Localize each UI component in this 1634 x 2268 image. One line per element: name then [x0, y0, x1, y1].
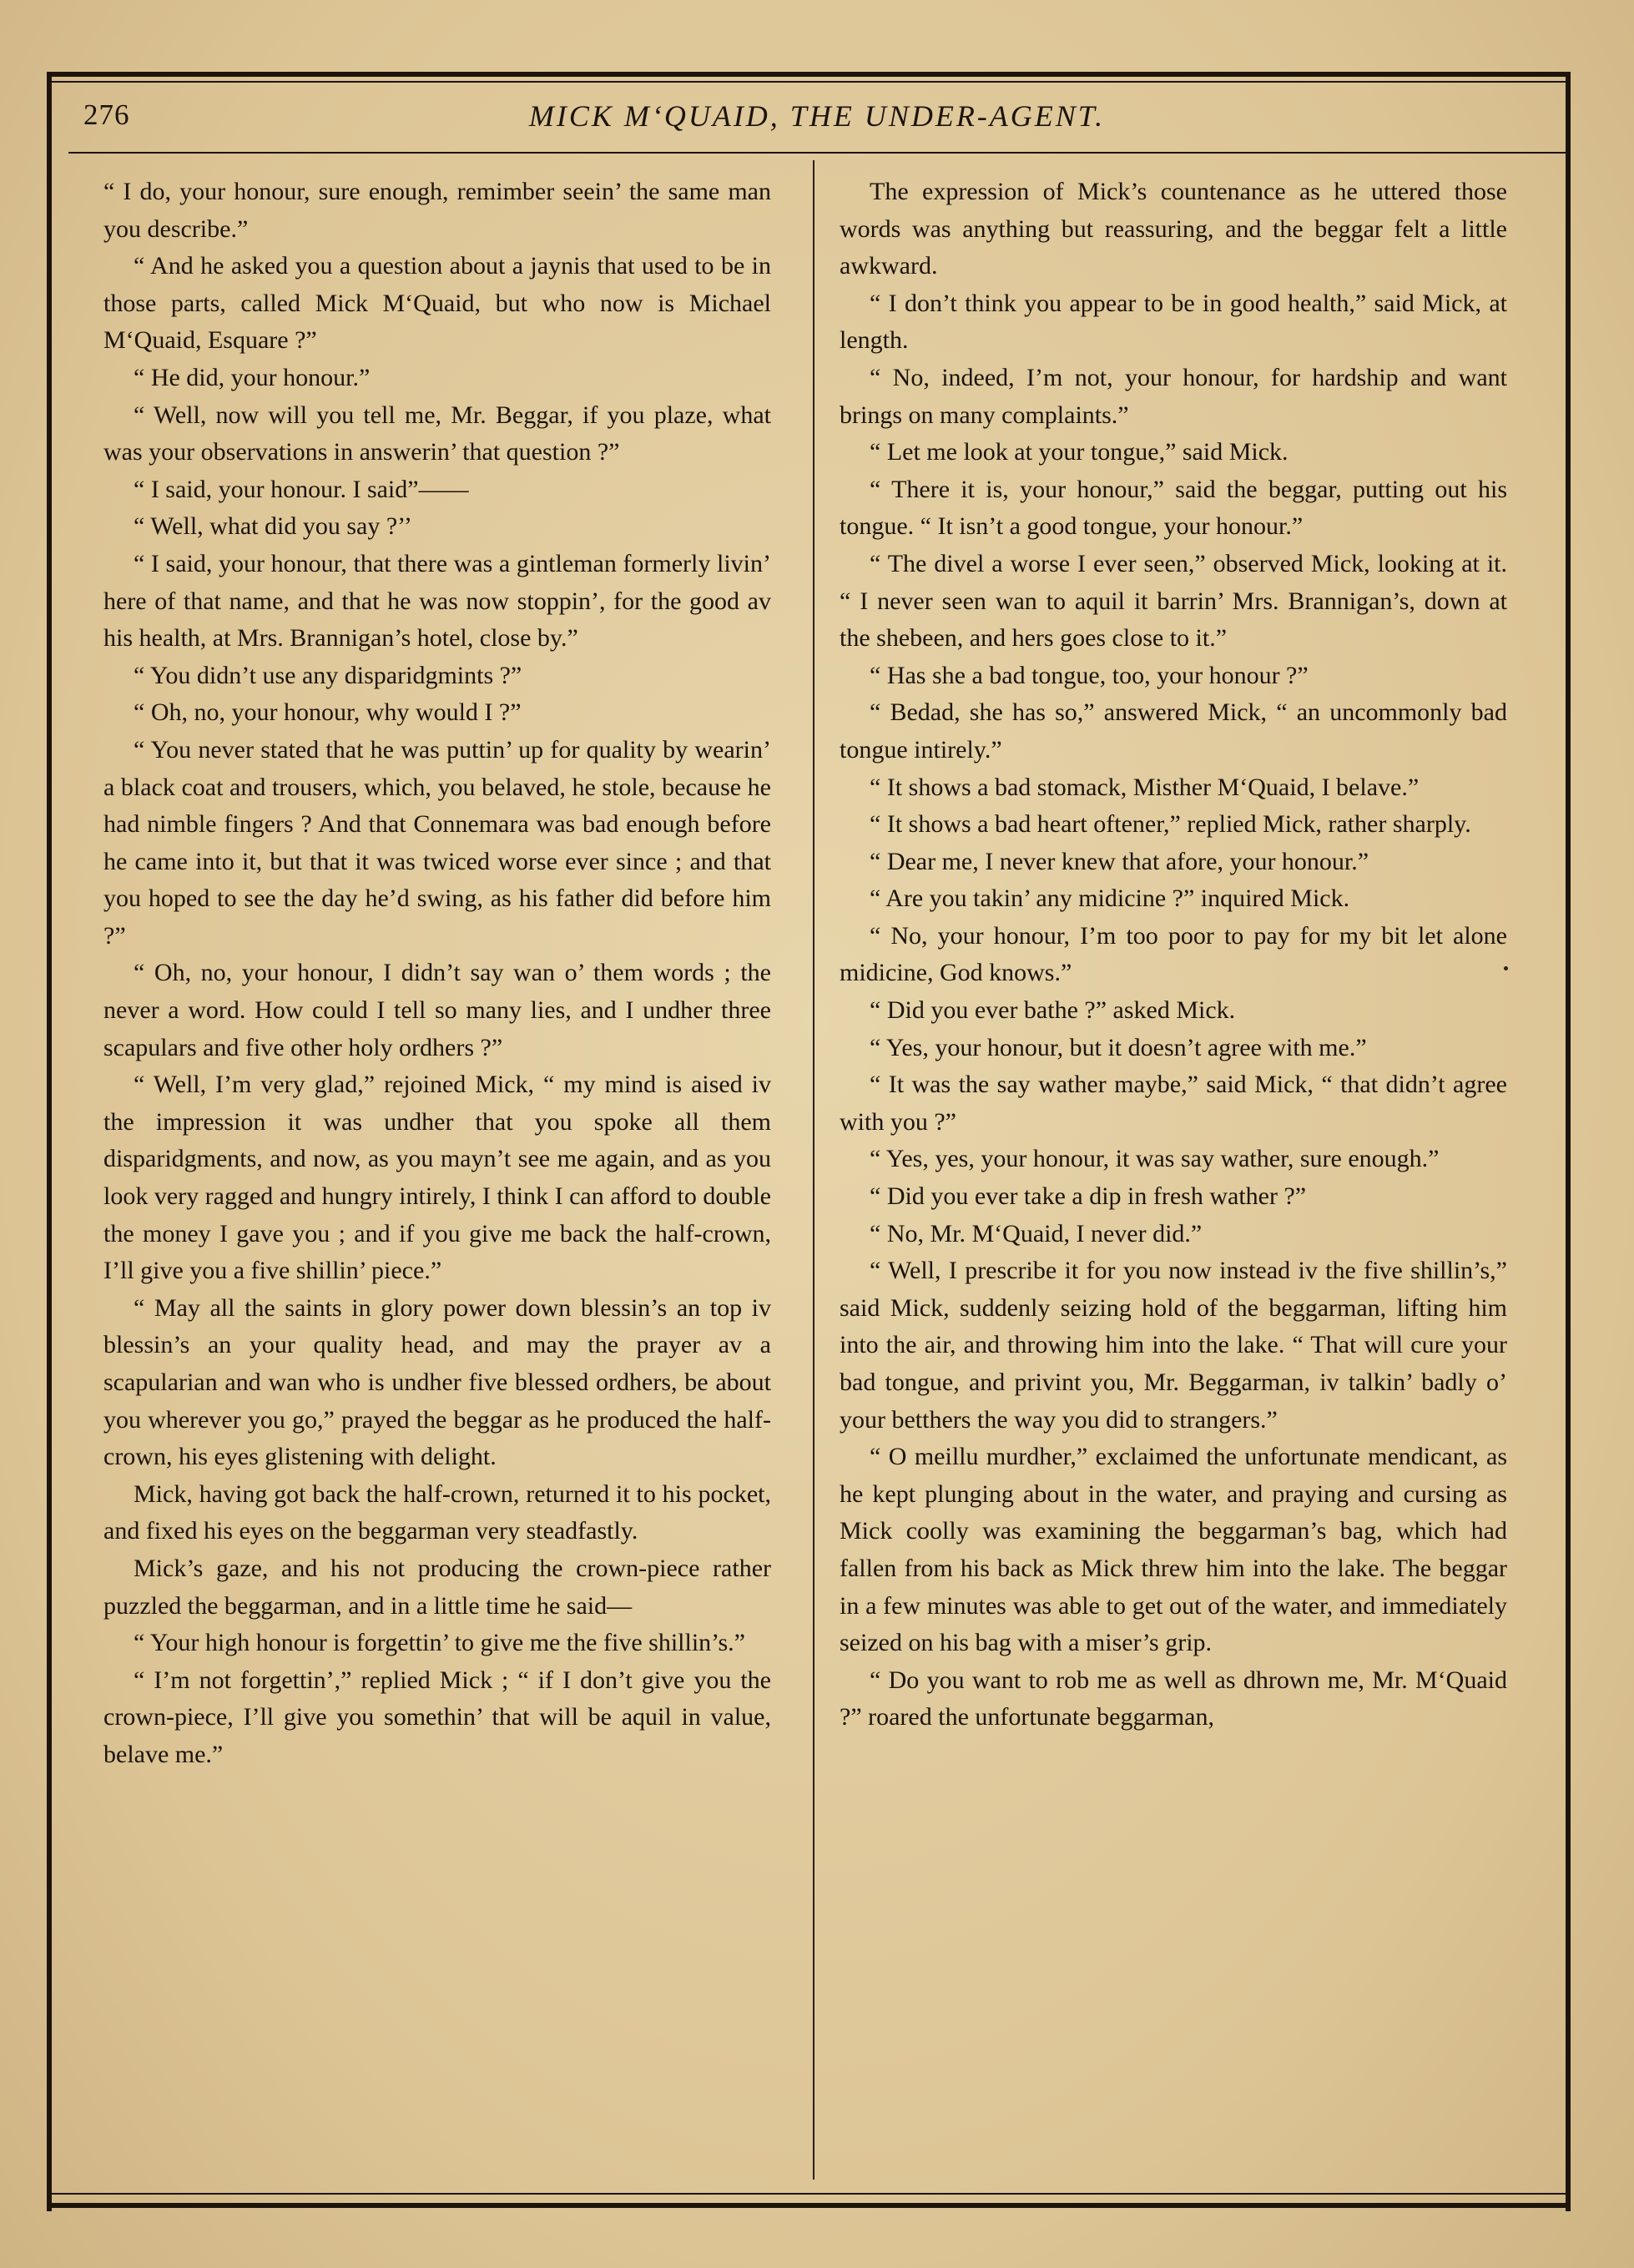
paragraph: “ Well, I’m very glad,” rejoined Mick, “ my mind is aised iv the impression it was undher that you spoke all them disparidgments, and now, as you mayn’t see me again, and as you look very ragged and hungry intirely, I think I can afford to double the money I gave you ; and if you give me back the half-crown, I’ll give you a five shillin’ piece.”: [103, 1071, 771, 1285]
paragraph: “ It shows a bad heart oftener,” replied Mick, rather sharply.: [870, 810, 1471, 839]
paragraph: “ I don’t think you appear to be in good health,” said Mick, at length.: [840, 289, 1507, 355]
paragraph: “ Are you takin’ any midicine ?” inquired Mick.: [870, 885, 1350, 913]
paragraph: “ Did you ever take a dip in fresh wather ?”: [870, 1182, 1307, 1211]
paragraph: “ He did, your honour.”: [134, 363, 371, 391]
paragraph: The expression of Mick’s countenance as he uttered those words was anything but reassuring, and the beggar felt a little awkward.: [840, 178, 1507, 280]
paragraph: “ Let me look at your tongue,” said Mick.: [870, 438, 1289, 466]
paragraph: “ O meillu murdher,” exclaimed the unfortunate mendicant, as he kept plunging about in the water, and praying and cursing as Mick coolly was examining the beggarman’s bag, which had fallen from his back as Mick threw him into the lake. The beggar in a few minutes was able to get out of the water, and immediately seized on his bag with a miser’s grip.: [840, 1443, 1507, 1657]
paragraph: “ Your high honour is forgettin’ to give me the five shillin’s.”: [134, 1629, 745, 1657]
paragraph: “ I said, your honour. I said”——: [134, 475, 469, 503]
paragraph: “ Dear me, I never knew that afore, your honour.”: [870, 847, 1369, 875]
paragraph: “ It was the say wather maybe,” said Mick, “ that didn’t agree with you ?”: [840, 1071, 1507, 1136]
paragraph: “ Well, what did you say ?’’: [134, 512, 412, 541]
running-title: MICK M‘QUAID, THE UNDER-AGENT.: [528, 99, 1106, 133]
paragraph: Mick’s gaze, and his not producing the crown-piece rather puzzled the beggarman, and in a little time he said—: [103, 1554, 771, 1620]
paragraph: “ Well, I prescribe it for you now instead iv the five shillin’s,” said Mick, suddenly seizing hold of the beggarman, lifting him into the air, and throwing him into the lake. “ That will cure your bad tongue, and privint you, Mr. Beggarman, iv talkin’ badly o’ your betthers the way you did to strangers.”: [840, 1257, 1507, 1434]
paragraph: “ Yes, your honour, but it doesn’t agree with me.”: [870, 1033, 1367, 1061]
paragraph: Mick, having got back the half-crown, returned it to his pocket, and fixed his eyes on the beggarman very steadfastly.: [103, 1479, 771, 1545]
left-column: [103, 174, 771, 1774]
paragraph: “ May all the saints in glory power down blessin’s an top iv blessin’s an your quality head, and may the prayer av a scapularian and wan who is undher five blessed ordhers, be about you wherever you go,” prayed the beggar as he produced the half-crown, his eyes glistening with delight.: [103, 1293, 771, 1471]
page-number: 276: [83, 98, 130, 131]
paragraph: “ The divel a worse I ever seen,” observed Mick, looking at it. “ I never seen wan to aquil it barrin’ Mrs. Brannigan’s, down at the shebeen, and hers goes close to it.”: [840, 549, 1507, 653]
paragraph: “ Do you want to rob me as well as dhrown me, Mr. M‘Quaid ?” roared the unfortunate beggarman,: [840, 1666, 1507, 1731]
paragraph: “ Did you ever bathe ?” asked Mick.: [870, 996, 1236, 1025]
running-head: [58, 98, 1576, 149]
paragraph: “ It shows a bad stomack, Misther M‘Quaid, I belave.”: [870, 773, 1420, 801]
paragraph: “ There it is, your honour,” said the beggar, putting out his tongue. “ It isn’t a good tongue, your honour.”: [840, 475, 1507, 541]
bottom-rule-thin: [47, 2193, 1571, 2195]
paragraph: “ Well, now will you tell me, Mr. Beggar, if you plaze, what was your observations in answerin’ that question ?”: [103, 401, 771, 466]
column-divider: [813, 160, 814, 2180]
paragraph: “ No, Mr. M‘Quaid, I never did.”: [870, 1219, 1203, 1247]
paragraph: “ And he asked you a question about a jaynis that used to be in those parts, called Mick M‘Quaid, but who now is Michael M‘Quaid, Esquare ?”: [103, 252, 771, 355]
right-column: [840, 174, 1507, 1736]
paragraph: “ Yes, yes, your honour, it was say wather, sure enough.”: [870, 1145, 1440, 1173]
header-rule: [68, 152, 1566, 154]
paragraph: “ I said, your honour, that there was a gintleman formerly livin’ here of that name, and that he was now stoppin’, for the good av his health, at Mrs. Brannigan’s hotel, close by.”: [103, 549, 771, 653]
top-rule-thin: [47, 81, 1571, 83]
paragraph: “ I’m not forgettin’,” replied Mick ; “ if I don’t give you the crown-piece, I’ll give you somethin’ that will be aquil in value, belave me.”: [103, 1666, 771, 1768]
paragraph: “ You didn’t use any disparidgmints ?”: [134, 661, 522, 689]
paragraph: “ I do, your honour, sure enough, remimber seein’ the same man you describe.”: [103, 178, 771, 243]
paragraph: “ Oh, no, your honour, I didn’t say wan o’ them words ; the never a word. How could I tell so many lies, and I undher three scapulars and five other holy ordhers ?”: [103, 959, 771, 1061]
top-rule-thick: [47, 72, 1571, 77]
bottom-rule-thick: [47, 2203, 1571, 2208]
paragraph: “ You never stated that he was puttin’ up for quality by wearin’ a black coat and trousers, which, you belaved, he stole, because he had nimble fingers ? And that Connemara was bad enough before he came into it, but that it was twiced worse ever since ; and that you hoped to see the day he’d swing, as his father did before him ?”: [103, 735, 771, 950]
paragraph: “ Oh, no, your honour, why would I ?”: [134, 698, 522, 727]
ink-speck: [1504, 966, 1508, 970]
paragraph: “ Has she a bad tongue, too, your honour ?”: [870, 661, 1309, 689]
paragraph: “ Bedad, she has so,” answered Mick, “ an uncommonly bad tongue intirely.”: [840, 698, 1507, 764]
paragraph: “ No, your honour, I’m too poor to pay for my bit let alone midicine, God knows.”: [840, 921, 1507, 987]
paragraph: “ No, indeed, I’m not, your honour, for hardship and want brings on many complaints.”: [840, 363, 1507, 429]
